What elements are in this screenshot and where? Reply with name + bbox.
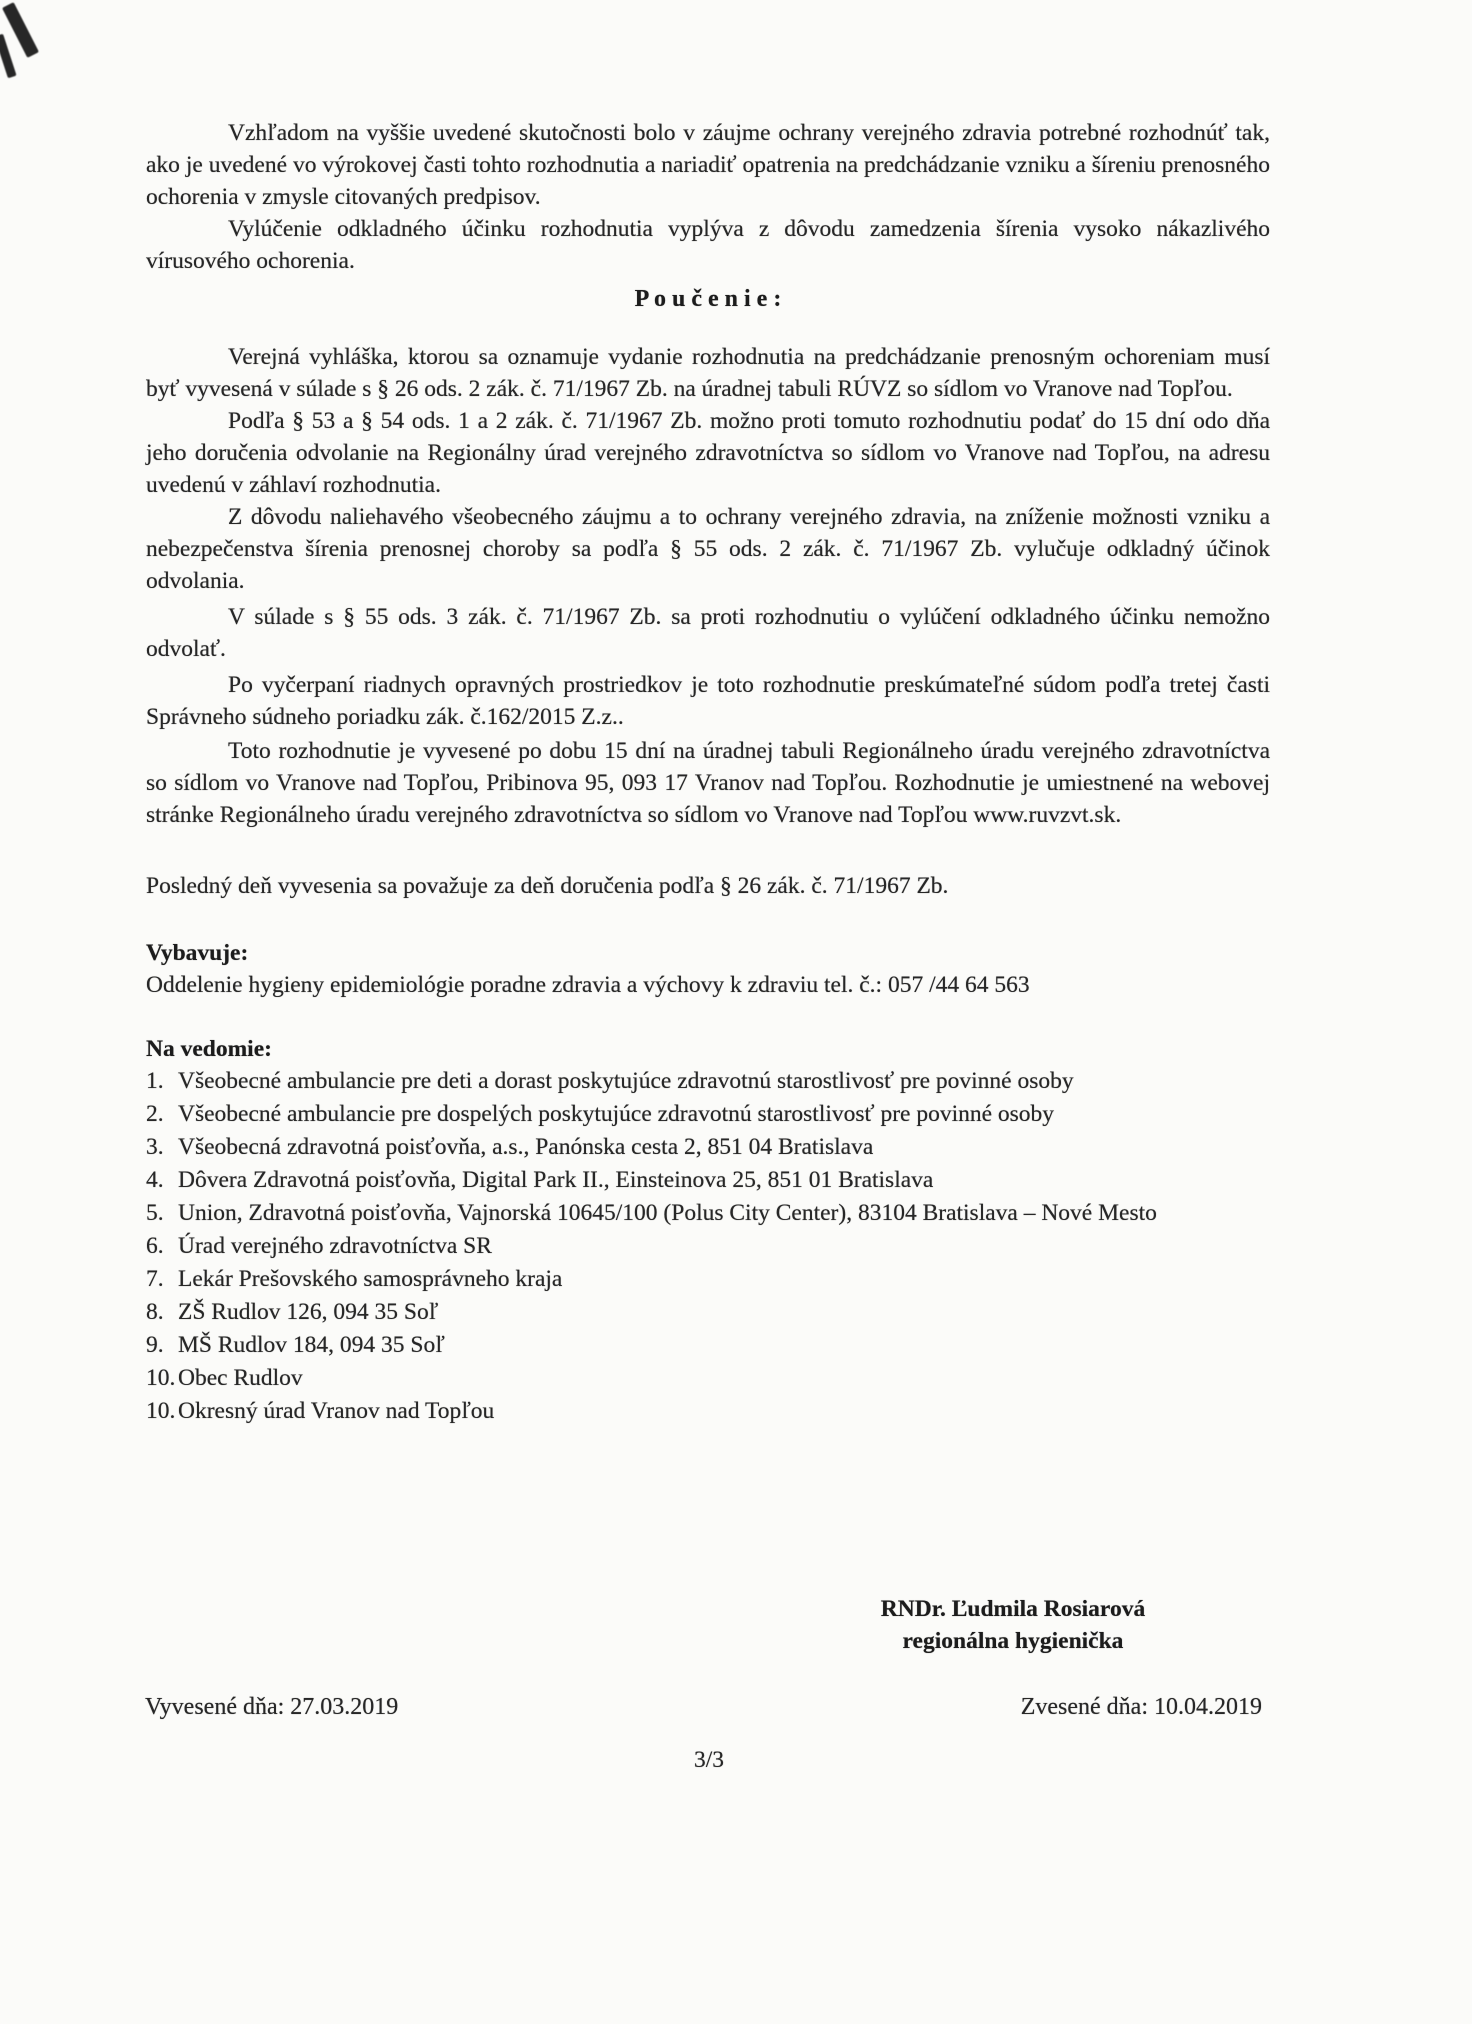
final-notice-paragraph: Posledný deň vyvesenia sa považuje za deň doručenia podľa § 26 zák. č. 71/1967 Zb. <box>146 873 949 899</box>
poucenie-paragraph: Po vyčerpaní riadnych opravných prostriedkov je toto rozhodnutie preskúmateľné súdom podľa tretej časti Správneho súdneho poriadku zák. č.162/2015 Z.z.. <box>146 672 1270 730</box>
list-item-number: 5. <box>146 1200 164 1226</box>
list-item-text: Lekár Prešovského samosprávneho kraja <box>178 1266 563 1292</box>
list-item-text: Obec Rudlov <box>178 1365 303 1391</box>
page-number: 3/3 <box>693 1747 725 1773</box>
list-item <box>146 1065 1270 1098</box>
list-item <box>146 1230 1270 1263</box>
list-item-text: Okresný úrad Vranov nad Topľou <box>178 1398 495 1424</box>
list-item-text: Všeobecné ambulancie pre dospelých poskytujúce zdravotnú starostlivosť pre povinné osoby <box>178 1101 1055 1127</box>
list-item-text: Union, Zdravotná poisťovňa, Vajnorská 10645/100 (Polus City Center), 83104 Bratislava – Nové Mesto <box>178 1200 1157 1226</box>
list-item-number: 9. <box>146 1332 164 1358</box>
signature-title: regionálna hygienička <box>902 1628 1124 1654</box>
list-item <box>146 1395 1270 1428</box>
list-item <box>146 1131 1270 1164</box>
list-item-number: 3. <box>146 1134 164 1160</box>
list-item-text: Všeobecné ambulancie pre deti a dorast poskytujúce zdravotnú starostlivosť pre povinné osoby <box>178 1068 1074 1094</box>
list-item-number: 7. <box>146 1266 164 1292</box>
list-item <box>146 1296 1270 1329</box>
posted-date: Vyvesené dňa: 27.03.2019 <box>145 1694 399 1720</box>
intro-paragraph: Vylúčenie odkladného účinku rozhodnutia vyplýva z dôvodu zamedzenia šírenia vysoko nákazlivého vírusového ochorenia. <box>146 216 1270 274</box>
document-body <box>146 117 1270 1428</box>
list-item <box>146 1098 1270 1131</box>
list-item-number: 6. <box>146 1233 164 1259</box>
poucenie-paragraph: Podľa § 53 a § 54 ods. 1 a 2 zák. č. 71/1967 Zb. možno proti tomuto rozhodnutiu podať do 15 dní odo dňa jeho doručenia odvolanie na Regionálny úrad verejného zdravotníctva so sídlom vo Vranove nad Topľou, na adresu uvedenú v záhlaví rozhodnutia. <box>146 408 1270 498</box>
list-item-text: Všeobecná zdravotná poisťovňa, a.s., Panónska cesta 2, 851 04 Bratislava <box>178 1134 874 1160</box>
signature-block <box>845 1593 1181 1657</box>
removed-date: Zvesené dňa: 10.04.2019 <box>1020 1694 1262 1720</box>
list-item <box>146 1164 1270 1197</box>
list-item-text: Úrad verejného zdravotníctva SR <box>178 1233 492 1259</box>
intro-paragraph: Vzhľadom na vyššie uvedené skutočnosti bolo v záujme ochrany verejného zdravia potrebné rozhodnúť tak, ako je uvedené vo výrokovej časti tohto rozhodnutia a nariadiť opatrenia na predchádzanie vzniku a šíreniu prenosného ochorenia v zmysle citovaných predpisov. <box>146 120 1270 210</box>
vybavuje-label: Vybavuje: <box>146 940 249 966</box>
list-item-text: Dôvera Zdravotná poisťovňa, Digital Park II., Einsteinova 25, 851 01 Bratislava <box>178 1167 934 1193</box>
list-item-number: 4. <box>146 1167 164 1193</box>
list-item <box>146 1263 1270 1296</box>
poucenie-paragraph: Z dôvodu naliehavého všeobecného záujmu a to ochrany verejného zdravia, na zníženie možnosti vzniku a nebezpečenstva šírenia prenosnej choroby sa podľa § 55 ods. 2 zák. č. 71/1967 Zb. vylučuje odkladný účinok odvolania. <box>146 504 1270 594</box>
na-vedomie-label: Na vedomie: <box>146 1036 272 1062</box>
section-heading-poucenie: P o u č e n i e : <box>634 286 782 312</box>
list-item-number: 10. <box>146 1398 176 1424</box>
list-item <box>146 1362 1270 1395</box>
na-vedomie-list <box>146 1065 1270 1428</box>
poucenie-paragraph: V súlade s § 55 ods. 3 zák. č. 71/1967 Zb. sa proti rozhodnutiu o vylúčení odkladného účinku nemožno odvolať. <box>146 604 1270 662</box>
list-item-number: 8. <box>146 1299 164 1325</box>
list-item-number: 2. <box>146 1101 164 1127</box>
vybavuje-text: Oddelenie hygieny epidemiológie poradne zdravia a výchovy k zdraviu tel. č.: 057 /44 64 563 <box>146 972 1030 998</box>
list-item-number: 1. <box>146 1068 164 1094</box>
list-item-text: MŠ Rudlov 184, 094 35 Soľ <box>178 1332 445 1358</box>
scan-artifact <box>0 34 17 79</box>
list-item-number: 10. <box>146 1365 176 1391</box>
list-item <box>146 1329 1270 1362</box>
poucenie-paragraph: Verejná vyhláška, ktorou sa oznamuje vydanie rozhodnutia na predchádzanie prenosným ochoreniam musí byť vyvesená v súlade s § 26 ods. 2 zák. č. 71/1967 Zb. na úradnej tabuli RÚVZ so sídlom vo Vranove nad Topľou. <box>146 344 1270 402</box>
list-item-text: ZŠ Rudlov 126, 094 35 Soľ <box>178 1299 439 1325</box>
poucenie-paragraph: Toto rozhodnutie je vyvesené po dobu 15 dní na úradnej tabuli Regionálneho úradu verejného zdravotníctva so sídlom vo Vranove nad Topľou, Pribinova 95, 093 17 Vranov nad Topľou. Rozhodnutie je umiestnené na webovej stránke Regionálneho úradu verejného zdravotníctva so sídlom vo Vranove nad Topľou www.ruvzvt.sk. <box>146 738 1270 828</box>
signature-name: RNDr. Ľudmila Rosiarová <box>880 1596 1146 1622</box>
list-item <box>146 1197 1270 1230</box>
